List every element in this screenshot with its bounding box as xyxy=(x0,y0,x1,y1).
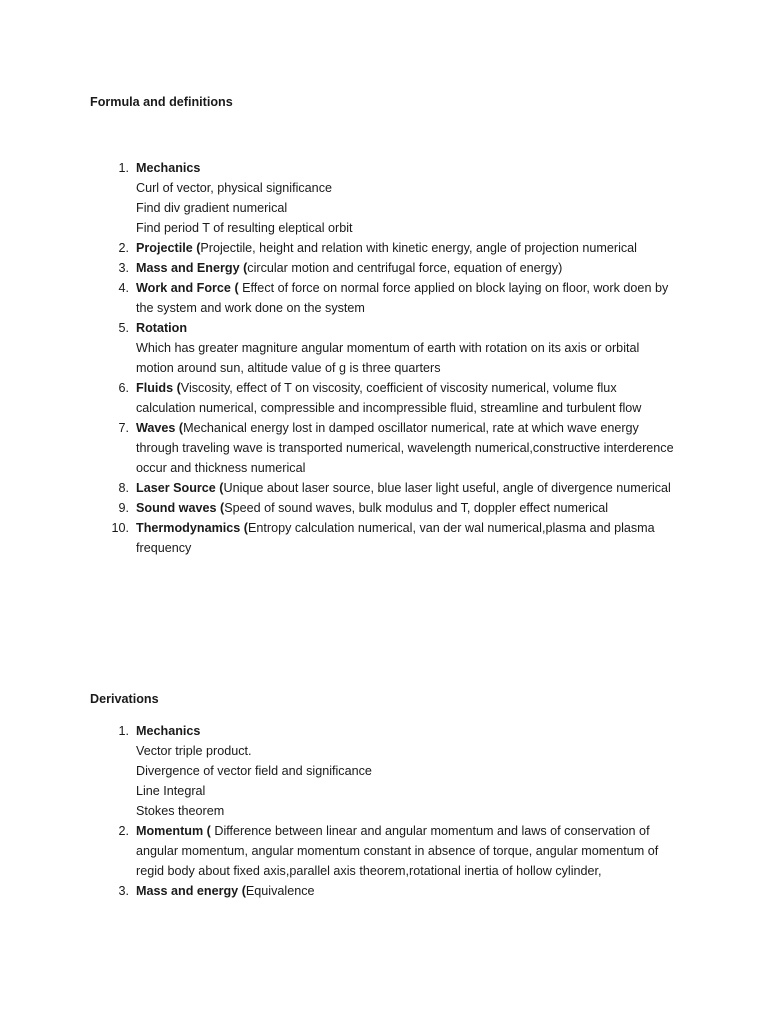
item-text: Entropy calculation numerical, van der wal numerical,plasma and plasma frequency xyxy=(136,521,655,555)
item-number: 2. xyxy=(118,241,129,255)
item-title: Thermodynamics ( xyxy=(136,521,248,535)
sub-line: Vector triple product. xyxy=(136,744,252,758)
sub-line: Find period T of resulting eleptical orbit xyxy=(136,221,353,235)
item-text: Equivalence xyxy=(245,884,315,898)
item-title: Mechanics xyxy=(136,724,201,738)
list-item xyxy=(0,278,768,318)
item-text: circular motion and centrifugal force, equation of energy) xyxy=(247,261,563,275)
item-title: Mass and Energy ( xyxy=(136,261,248,275)
item-number: 10. xyxy=(111,521,129,535)
item-number: 1. xyxy=(118,161,129,175)
formula-list xyxy=(0,158,768,558)
item-text: Speed of sound waves, bulk modulus and T, doppler effect numerical xyxy=(224,501,609,515)
list-item xyxy=(0,821,768,881)
list-item xyxy=(0,518,768,558)
sub-line: Stokes theorem xyxy=(136,804,225,818)
sub-line: Which has greater magniture angular momentum of earth with rotation on its axis or orbital motion around sun, altitude value of g is three quarters xyxy=(136,341,640,375)
sub-line: Find div gradient numerical xyxy=(136,201,288,215)
item-text: Viscosity, effect of T on viscosity, coefficient of viscosity numerical, volume flux calculation numerical, compressible and incompressible fluid, streamline and turbulent flow xyxy=(136,381,642,415)
item-text: Unique about laser source, blue laser light useful, angle of divergence numerical xyxy=(223,481,671,495)
item-text: Mechanical energy lost in damped oscillator numerical, rate at which wave energy through traveling wave is transported numerical, wavelength numerical,constructive interderence occur and thickness numerical xyxy=(136,421,674,475)
item-number: 4. xyxy=(118,281,129,295)
item-text: Effect of force on normal force applied on block laying on floor, work doen by the system and work done on the system xyxy=(136,281,669,315)
derivations-list xyxy=(0,721,768,901)
item-title: Laser Source ( xyxy=(136,481,224,495)
section-heading-derivations: Derivations xyxy=(90,692,159,706)
item-title: Projectile ( xyxy=(136,241,201,255)
list-item xyxy=(0,881,768,901)
list-item xyxy=(0,721,768,821)
list-item xyxy=(0,498,768,518)
item-number: 5. xyxy=(118,321,129,335)
item-number: 1. xyxy=(118,724,129,738)
list-item xyxy=(0,318,768,378)
item-title: Waves ( xyxy=(136,421,184,435)
item-text: Projectile, height and relation with kinetic energy, angle of projection numerical xyxy=(200,241,637,255)
item-title: Momentum ( xyxy=(136,824,211,838)
item-number: 6. xyxy=(118,381,129,395)
item-number: 7. xyxy=(118,421,129,435)
item-number: 3. xyxy=(118,884,129,898)
list-item xyxy=(0,238,768,258)
sub-line: Line Integral xyxy=(136,784,206,798)
list-item xyxy=(0,418,768,478)
item-title: Mechanics xyxy=(136,161,201,175)
item-number: 2. xyxy=(118,824,129,838)
item-number: 3. xyxy=(118,261,129,275)
list-item xyxy=(0,378,768,418)
item-title: Fluids ( xyxy=(136,381,181,395)
section-heading-formula: Formula and definitions xyxy=(90,95,233,109)
list-item xyxy=(0,258,768,278)
item-title: Work and Force ( xyxy=(136,281,239,295)
item-number: 8. xyxy=(118,481,129,495)
list-item xyxy=(0,478,768,498)
item-title: Rotation xyxy=(136,321,188,335)
sub-line: Curl of vector, physical significance xyxy=(136,181,332,195)
item-title: Mass and energy ( xyxy=(136,884,246,898)
item-title: Sound waves ( xyxy=(136,501,225,515)
sub-line: Divergence of vector field and significance xyxy=(136,764,372,778)
item-number: 9. xyxy=(118,501,129,515)
list-item xyxy=(0,158,768,238)
item-text: Difference between linear and angular momentum and laws of conservation of angular momentum, angular momentum constant in absence of torque, angular momentum of regid body about fixed axis,parallel axis theorem,rotational inertia of hollow cylinder, xyxy=(136,824,659,878)
